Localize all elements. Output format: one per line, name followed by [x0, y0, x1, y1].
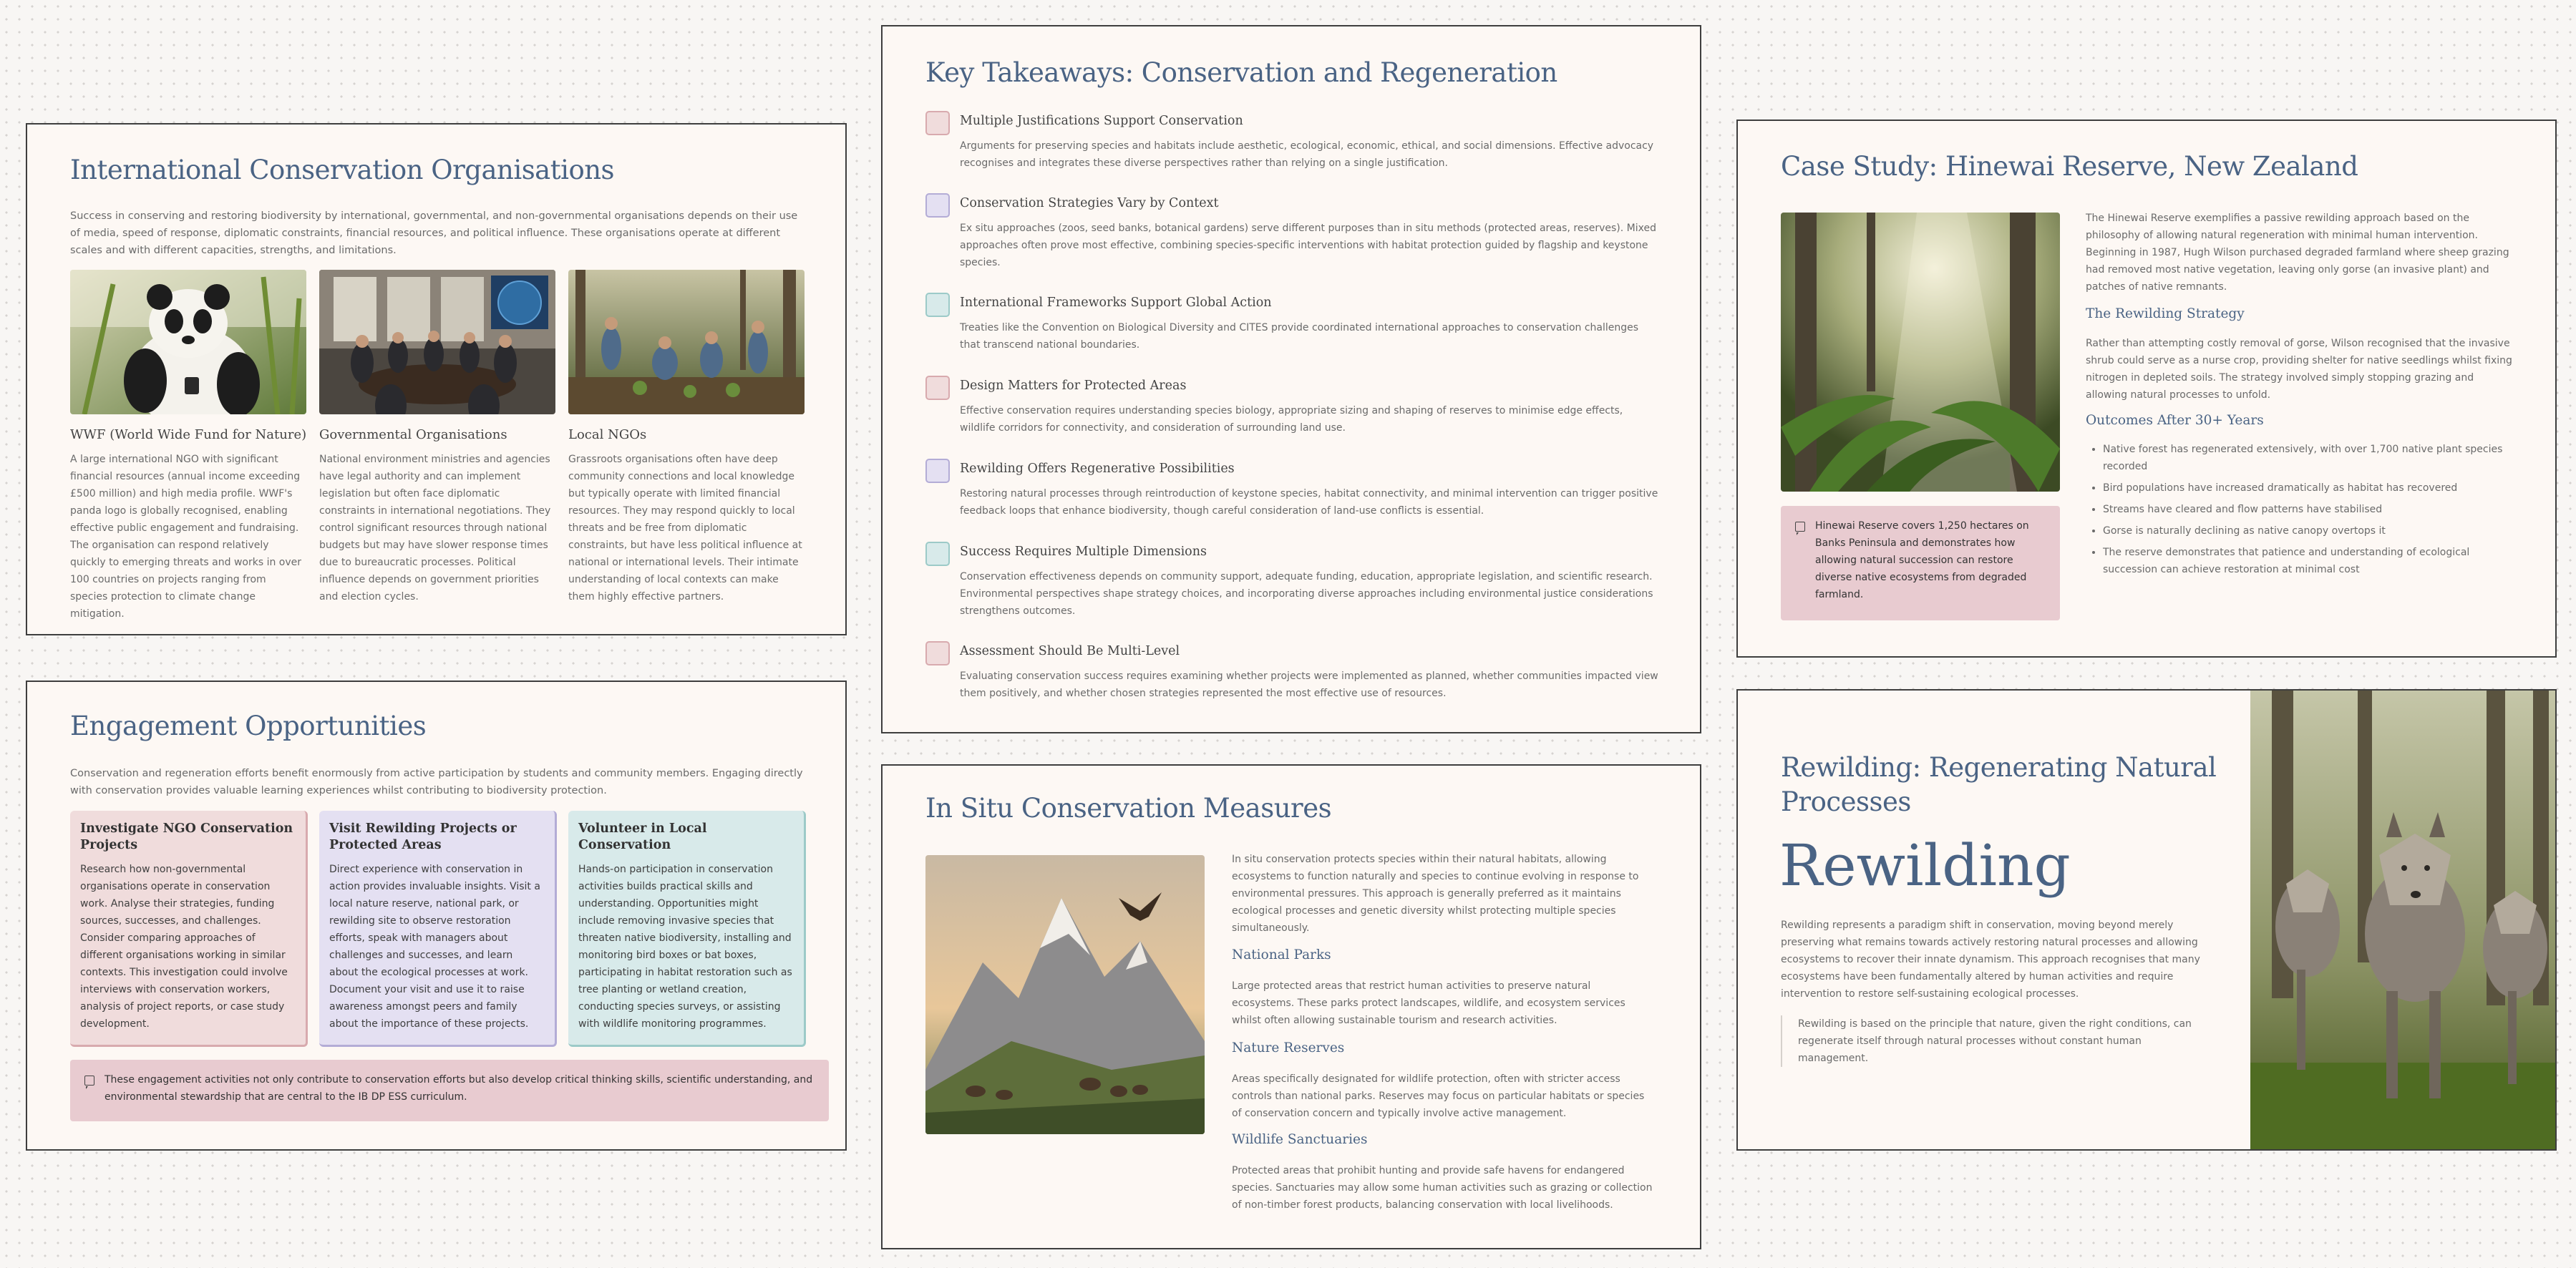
- outcome-item: • Streams have cleared and flow patterns have stabilised: [2103, 501, 2525, 518]
- card-case-study-hinewai: [1736, 120, 2557, 658]
- engagement-card-visit-rewilding: [319, 811, 557, 1047]
- takeaway-body: Conservation effectiveness depends on community support, adequate funding, education, appropriate legislation, and scientific research. Environmental perspectives shape strategy choices, and incorporating diverse approaches including environmental justice considerations strengthens outcomes.: [960, 571, 1653, 617]
- takeaway-heading: Design Matters for Protected Areas: [960, 379, 1187, 393]
- section-heading-national-parks: National Parks: [1232, 947, 1331, 962]
- column-body-government: National environment ministries and agencies have legal authority and can implement legislation but often face diplomatic constraints in international negotiations. They control significant resources through national budgets but may have slower response times due to bureaucratic processes. Political influence depends on government priorities and election cycles.: [319, 454, 551, 603]
- outcome-item: • Bird populations have increased dramatically as habitat has recovered: [2103, 479, 2525, 497]
- takeaway-heading: Conservation Strategies Vary by Context: [960, 196, 1219, 210]
- takeaway-marker: [925, 111, 950, 135]
- case-note: [1781, 506, 2060, 620]
- mountain-eagle-image: [925, 855, 1205, 1134]
- case-note-text: Hinewai Reserve covers 1,250 hectares on Banks Peninsula and demonstrates how allowing natural succession can restore diverse native ecosystems from degraded farmland.: [1815, 520, 2029, 600]
- takeaway-heading: International Frameworks Support Global Action: [960, 296, 1272, 310]
- engagement-note-text: These engagement activities not only contribute to conservation efforts but also develop critical thinking skills, scientific understanding, and environmental stewardship that are central to the IB DP ESS curriculum.: [105, 1074, 813, 1103]
- takeaway-marker: [925, 193, 950, 218]
- takeaway-body: Restoring natural processes through reintroduction of keystone species, habitat connectivity, and minimal intervention can trigger positive feedback loops that enhance biodiversity, though careful consideration of land-use conflicts is essential.: [960, 488, 1658, 517]
- takeaway-marker: [925, 641, 950, 665]
- engagement-card-body: Direct experience with conservation in action provides invaluable insights. Visit a local nature reserve, national park, or rewilding site to observe restoration efforts, speak with managers about challenges and successes, and learn about the ecological processes at work. Document your visit and use it to raise awareness amongst peers and family about the importance of these projects.: [329, 864, 540, 1030]
- panda-image: [70, 270, 306, 414]
- section-body-national-parks: Large protected areas that restrict human activities to preserve natural ecosystems. These parks protect landscapes, wildlife, and ecosystem services whilst often allowing sustainable tourism and research activities.: [1232, 980, 1625, 1026]
- card-title: Engagement Opportunities: [70, 711, 427, 741]
- forest-image: [1781, 213, 2060, 492]
- column-title-wwf: WWF (World Wide Fund for Nature): [70, 427, 307, 442]
- engagement-card-title: Volunteer in Local Conservation: [578, 821, 707, 852]
- outcomes-heading: Outcomes After 30+ Years: [2086, 413, 2264, 428]
- strategy-body: Rather than attempting costly removal of gorse, Wilson recognised that the invasive shrub could serve as a nurse crop, providing shelter for native seedlings whilst fixing nitrogen in depleted soils. The strategy involved simply stopping grazing and allowing natural processes to unfold.: [2086, 338, 2512, 401]
- strategy-heading: The Rewilding Strategy: [2086, 306, 2245, 321]
- section-heading-nature-reserves: Nature Reserves: [1232, 1040, 1345, 1055]
- rewilding-quote-text: Rewilding is based on the principle that nature, given the right conditions, can regenerate itself through natural processes without constant human management.: [1798, 1018, 2192, 1064]
- comment-icon: [1795, 522, 1805, 532]
- outcome-item: • Native forest has regenerated extensively, with over 1,700 native plant species recorded: [2103, 441, 2525, 475]
- case-intro: The Hinewai Reserve exemplifies a passive rewilding approach based on the philosophy of allowing natural regeneration with minimal human intervention. Beginning in 1987, Hugh Wilson purchased degraded farmland where sheep grazing had removed most native vegetation, leaving only gorse (an invasive plant) and patches of native remnants.: [2086, 213, 2509, 293]
- card-in-situ-measures: [881, 764, 1701, 1249]
- card-engagement-opportunities: [26, 681, 847, 1151]
- takeaway-marker: [925, 293, 950, 317]
- card-intro: Conservation and regeneration efforts benefit enormously from active participation by students and community members. Engaging directly with conservation provides valuable learning experiences whilst contributing to biodiversity protection.: [70, 768, 803, 796]
- card-title: Rewilding: Regenerating Natural Processes: [1781, 752, 2217, 817]
- takeaway-heading: Success Requires Multiple Dimensions: [960, 545, 1207, 559]
- in-situ-intro: In situ conservation protects species within their natural habitats, allowing ecosystems to function naturally and species to continue evolving in response to environmental pressures. This approach is generally preferred as it maintains ecological processes and genetic diversity whilst protecting multiple species simultaneously.: [1232, 854, 1639, 934]
- column-title-government: Governmental Organisations: [319, 427, 507, 442]
- card-title: Case Study: Hinewai Reserve, New Zealand: [1781, 151, 2358, 182]
- takeaway-body: Ex situ approaches (zoos, seed banks, botanical gardens) serve different purposes than in situ methods (protected areas, reserves). Mixed approaches often prove most effective, combining species-specific interventions with habitat protection guided by flagship and keystone species.: [960, 223, 1656, 268]
- section-body-nature-reserves: Areas specifically designated for wildlife protection, often with stricter access controls than national parks. Reserves may focus on particular habitats or species of conservation concern and typically involve active management.: [1232, 1073, 1645, 1119]
- comment-icon: [84, 1076, 94, 1086]
- rewilding-quote: [1781, 1015, 2210, 1067]
- column-body-local-ngos: Grassroots organisations often have deep community connections and local knowledge but typically operate with limited financial resources. They may respond quickly to local threats and be free from diplomatic constraints, but have less political influence at national or international levels. Their intimate understanding of local contexts can make them highly effective partners.: [568, 454, 802, 603]
- card-intro: Success in conserving and restoring biodiversity by international, governmental, and non-governmental organisations depends on their use of media, speed of response, diplomatic constraints, financial resources, and political influence. These organisations operate at different scales and with different capacities, strengths, and limitations.: [70, 210, 798, 256]
- card-rewilding: [1736, 689, 2557, 1151]
- column-body-wwf: A large international NGO with significant financial resources (annual income exceeding £500 million) and high media profile. WWF's panda logo is globally recognised, enabling effective public engagement and fundraising. The organisation can respond relatively quickly to emerging threats and works in over 100 countries on projects ranging from species protection to climate change mitigation.: [70, 454, 302, 620]
- rewilding-hero-word: Rewilding: [1779, 832, 2071, 899]
- takeaway-body: Evaluating conservation success requires examining whether projects were implemented as planned, whether communities impacted view them positively, and whether chosen strategies represented the most effective use of resources.: [960, 670, 1658, 699]
- wolves-image: [2250, 691, 2557, 1149]
- takeaway-body: Arguments for preserving species and habitats include aesthetic, ecological, economic, ethical, and social dimensions. Effective advocacy recognises and integrates these diverse perspectives rather than relying on a single justification.: [960, 140, 1654, 169]
- card-title: Key Takeaways: Conservation and Regeneration: [925, 57, 1557, 88]
- government-meeting-image: [319, 270, 555, 414]
- takeaway-marker: [925, 376, 950, 400]
- outcomes-list: [2086, 441, 2525, 582]
- takeaway-marker: [925, 542, 950, 566]
- takeaway-heading: Multiple Justifications Support Conservation: [960, 114, 1243, 128]
- engagement-card-investigate-ngo: [70, 811, 308, 1047]
- local-ngo-image: [568, 270, 805, 414]
- takeaway-body: Treaties like the Convention on Biological Diversity and CITES provide coordinated international approaches to conservation challenges that transcend national boundaries.: [960, 322, 1639, 351]
- card-international-organisations: [26, 123, 847, 635]
- card-title: International Conservation Organisations: [70, 155, 615, 185]
- engagement-card-title: Investigate NGO Conservation Projects: [80, 821, 293, 852]
- takeaway-body: Effective conservation requires understanding species biology, appropriate sizing and shaping of reserves to minimise edge effects, wildlife corridors for connectivity, and consideration of surrounding land use.: [960, 405, 1623, 434]
- engagement-card-body: Hands-on participation in conservation activities builds practical skills and understanding. Opportunities might include removing invasive species that threaten native biodiversity, installing and monitoring bird boxes or bat boxes, participating in habitat restoration such as tree planting or wetland creation, conducting species surveys, or assisting with wildlife monitoring programmes.: [578, 864, 792, 1030]
- card-key-takeaways: [881, 25, 1701, 733]
- engagement-note: [70, 1060, 829, 1121]
- outcome-item: • Gorse is naturally declining as native canopy overtops it: [2103, 522, 2525, 540]
- takeaway-marker: [925, 459, 950, 483]
- engagement-card-title: Visit Rewilding Projects or Protected Areas: [329, 821, 517, 852]
- takeaway-heading: Assessment Should Be Multi-Level: [960, 644, 1180, 658]
- section-body-wildlife-sanctuaries: Protected areas that prohibit hunting and provide safe havens for endangered species. Sanctuaries may allow some human activities such as grazing or collection of non-timber forest products, balancing conservation with local livelihoods.: [1232, 1165, 1653, 1211]
- engagement-card-body: Research how non-governmental organisations operate in conservation work. Analyse their strategies, funding sources, successes, and challenges. Consider comparing approaches of different organisations working in similar contexts. This investigation could involve interviews with conservation workers, analysis of project reports, or case study development.: [80, 864, 288, 1030]
- section-heading-wildlife-sanctuaries: Wildlife Sanctuaries: [1232, 1132, 1368, 1147]
- rewilding-body: Rewilding represents a paradigm shift in conservation, moving beyond merely preserving what remains towards actively restoring natural processes and allowing ecosystems to recover their innate dynamism. This approach recognises that many ecosystems have been fundamentally altered by human activities and require intervention to restore self-sustaining ecological processes.: [1781, 920, 2200, 1000]
- engagement-card-volunteer: [568, 811, 806, 1047]
- takeaway-heading: Rewilding Offers Regenerative Possibilities: [960, 462, 1235, 476]
- card-title: In Situ Conservation Measures: [925, 793, 1332, 824]
- outcome-item: • The reserve demonstrates that patience and understanding of ecological succession can achieve restoration at minimal cost: [2103, 544, 2525, 578]
- column-title-local-ngos: Local NGOs: [568, 427, 647, 442]
